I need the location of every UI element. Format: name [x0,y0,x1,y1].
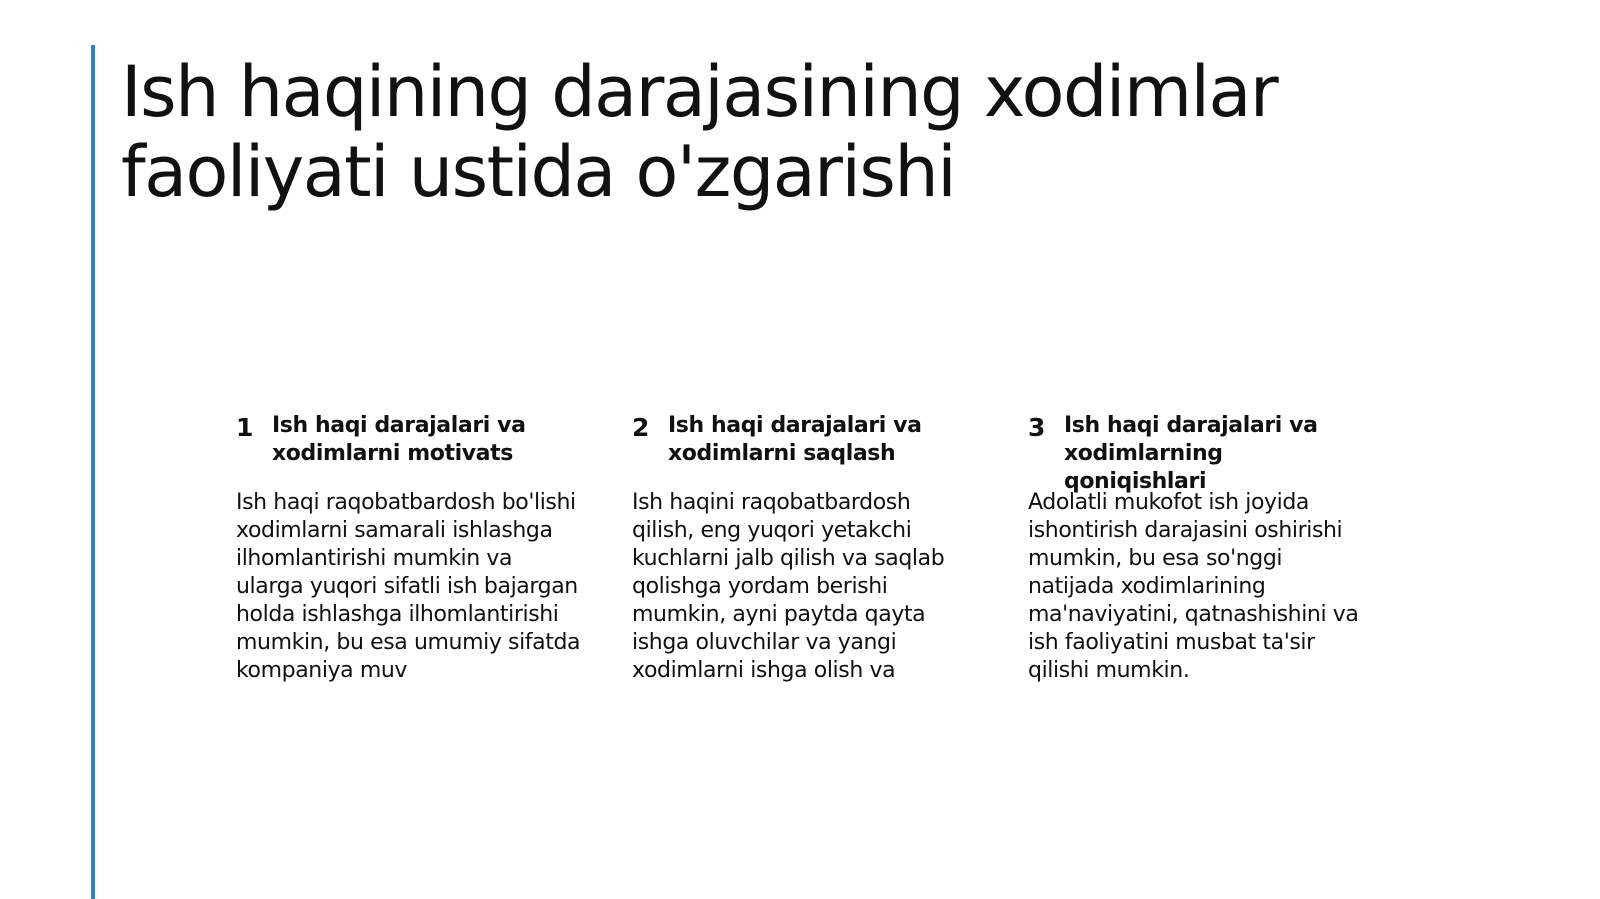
column-header [236,412,581,490]
column-header [632,412,977,490]
column-header [1028,412,1373,494]
column-body: Adolatli mukofot ish joyida ishontirish darajasini oshirishi mumkin, bu esa so'nggi natijada xodimlarining ma'naviyatini, qatnashishini va ish faoliyatini musbat ta'sir qilishi mumkin. [1028,490,1359,683]
slide-title-line-2: faoliyati ustida o'zgarishi [121,131,956,213]
accent-bar [91,45,95,899]
column-number: 1 [236,413,254,442]
column-body: Ish haqini raqobatbardosh qilish, eng yuqori yetakchi kuchlarni jalb qilish va saqlab qolishga yordam berishi mumkin, ayni paytda qayta ishga oluvchilar va yangi xodimlarni ishga olish va [632,490,945,683]
column-3 [1028,412,1373,683]
column-heading: Ish haqi darajalari va xodimlarning qoniqishlari [1064,413,1318,494]
column-heading: Ish haqi darajalari va xodimlarni motivats [272,413,526,466]
slide-title [121,52,1421,212]
column-1 [236,412,581,683]
column-number: 2 [632,413,650,442]
column-body: Ish haqi raqobatbardosh bo'lishi xodimlarni samarali ishlashga ilhomlantirishi mumkin va ularga yuqori sifatli ish bajargan holda ishlashga ilhomlantirishi mumkin, bu esa umumiy sifatda kompaniya muv [236,490,581,683]
slide-title-line-1: Ish haqining darajasining xodimlar [121,51,1278,133]
column-heading: Ish haqi darajalari va xodimlarni saqlash [668,413,922,466]
column-2 [632,412,977,683]
column-number: 3 [1028,413,1046,442]
